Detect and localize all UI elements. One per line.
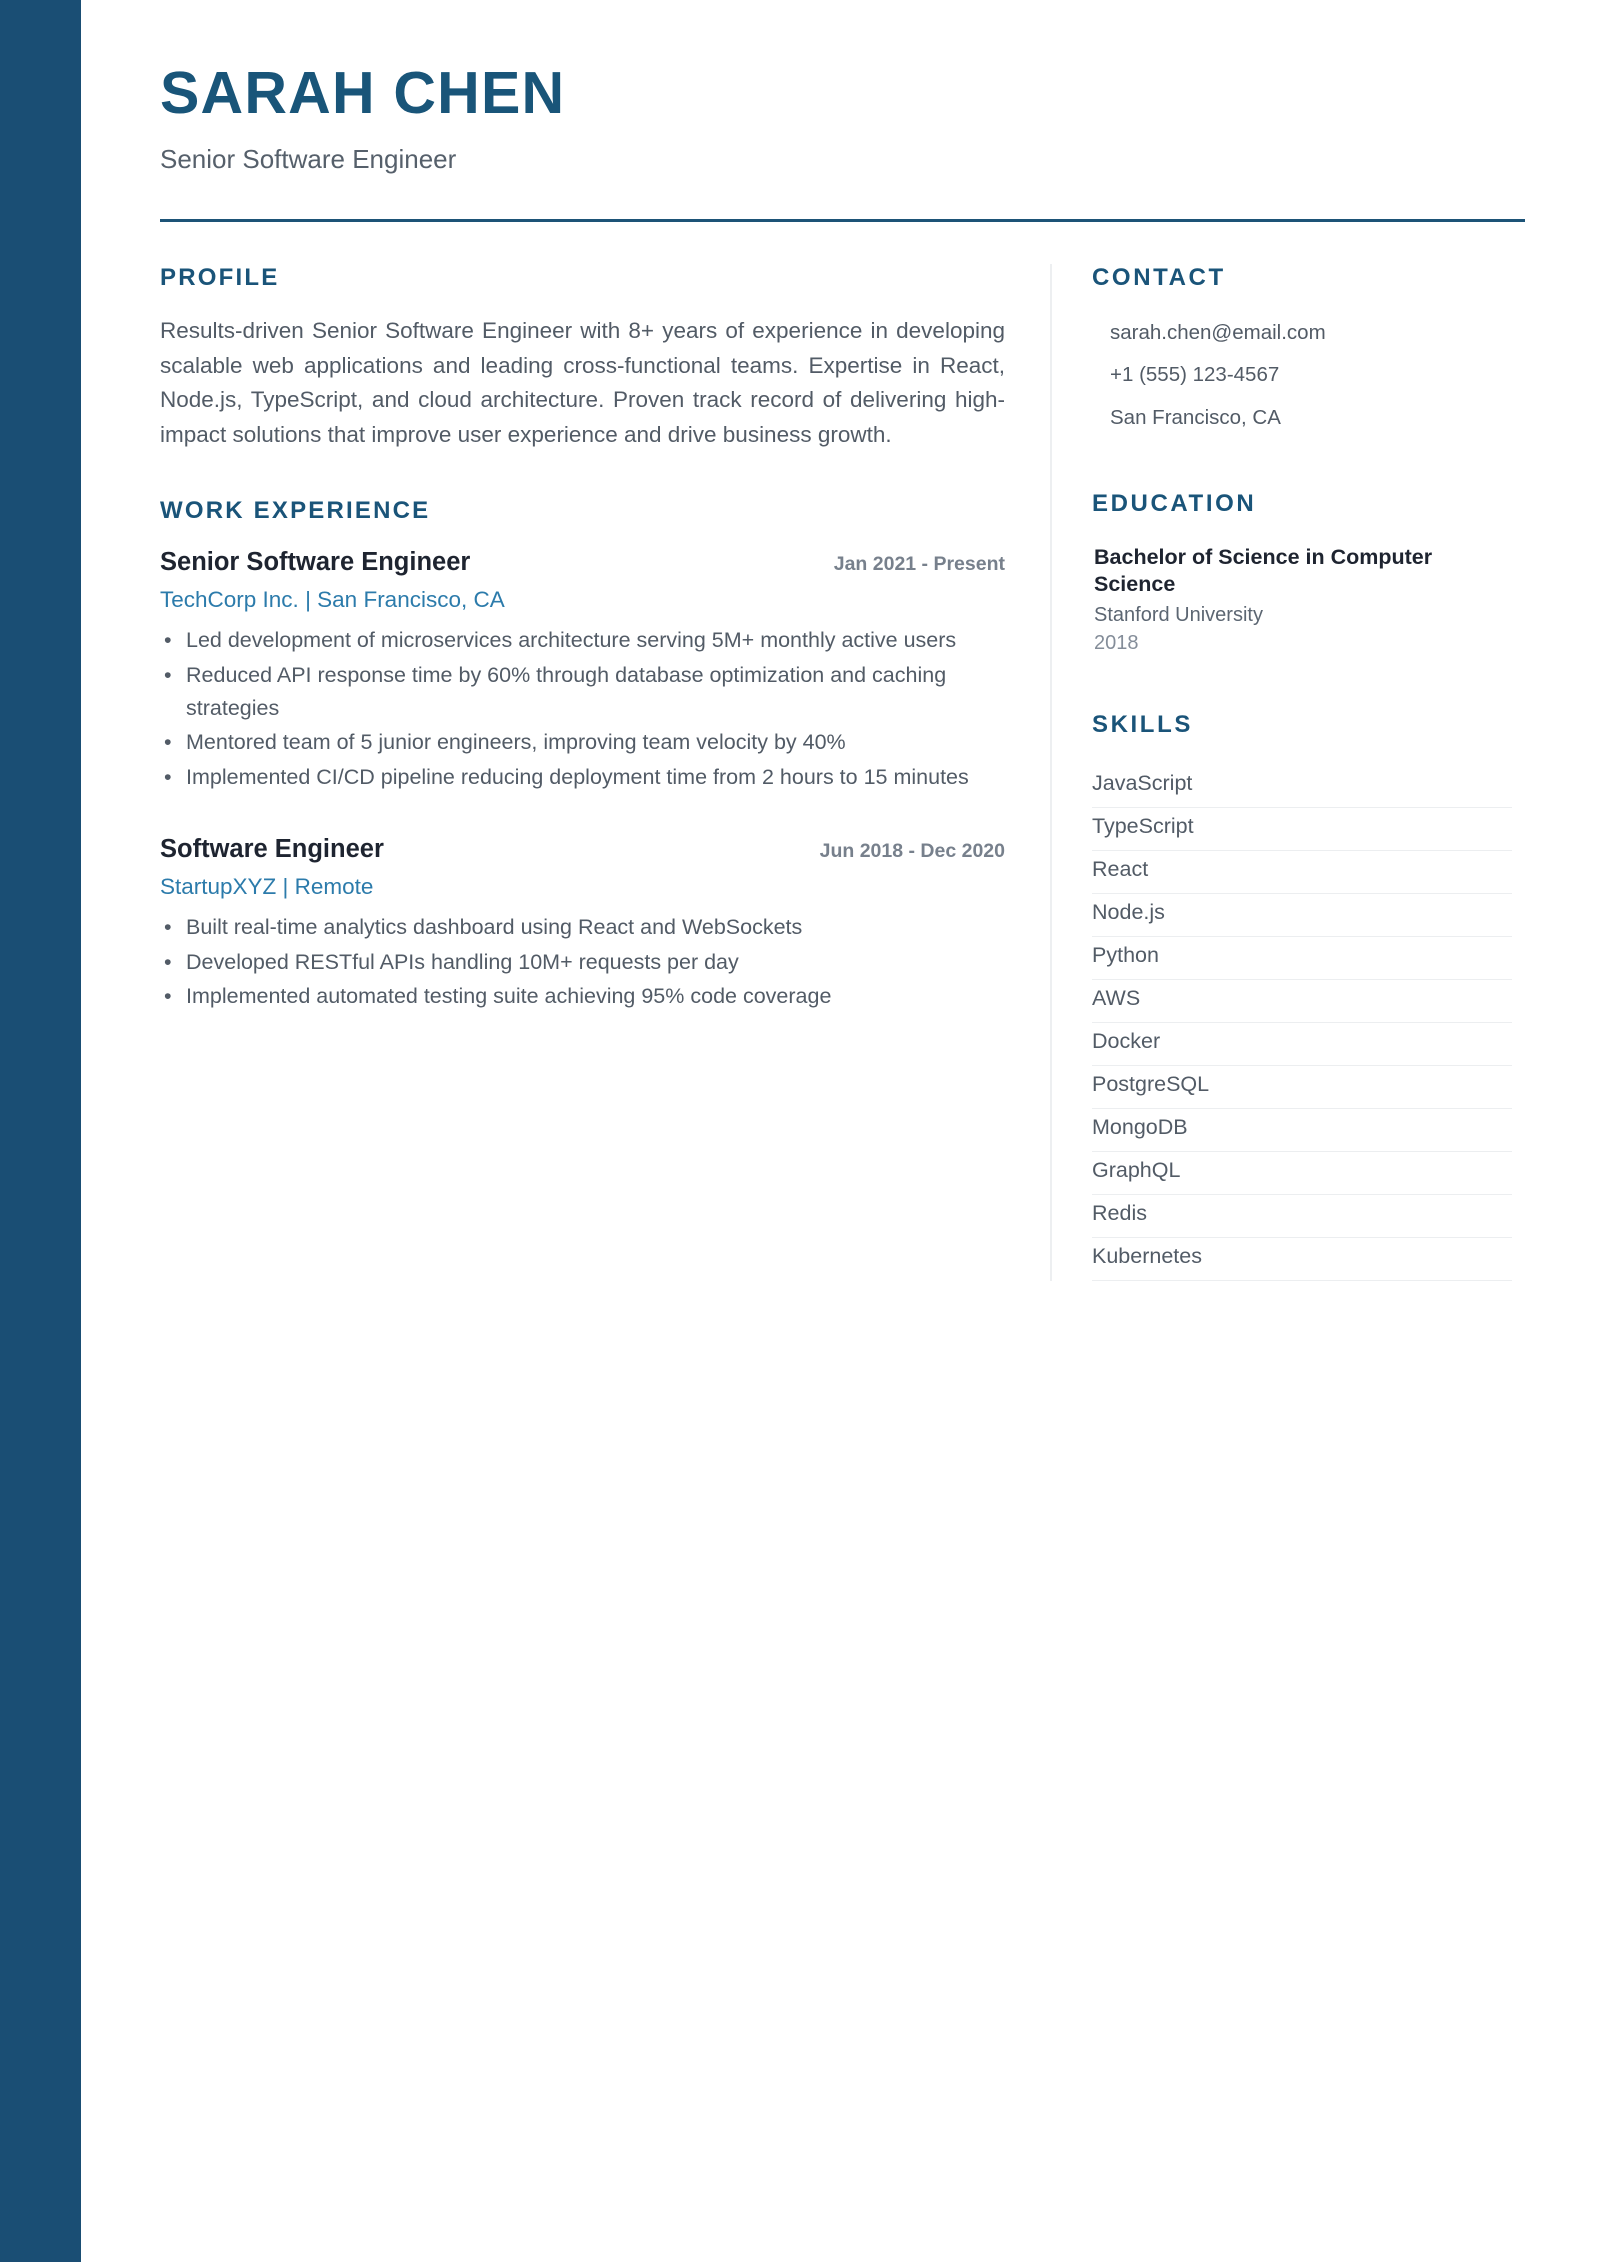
job-header: [160, 547, 1005, 579]
job-bullet: • Implemented CI/CD pipeline reducing deployment time from 2 hours to 15 minutes: [160, 761, 1005, 794]
skill-item: PostgreSQL: [1092, 1066, 1512, 1109]
skill-item: React: [1092, 851, 1512, 894]
education-heading: EDUCATION: [1092, 489, 1257, 517]
resume-columns: [160, 264, 1525, 1281]
skill-item: JavaScript: [1092, 765, 1512, 808]
main-column: [160, 264, 1005, 1015]
skill-item: TypeScript: [1092, 808, 1512, 851]
job-bullet: • Developed RESTful APIs handling 10M+ requests per day: [160, 946, 1005, 979]
spacer: [1092, 446, 1525, 490]
contact-email[interactable]: sarah.chen@email.com: [1110, 320, 1326, 344]
skills-section: [1092, 711, 1525, 1281]
job-bullet-list: [160, 624, 1005, 793]
education-school: Stanford University: [1094, 603, 1263, 626]
header-divider-rule: [160, 219, 1525, 222]
job-entry: [160, 834, 1005, 1013]
job-bullet: • Built real-time analytics dashboard using React and WebSockets: [160, 911, 1005, 944]
skill-item: Docker: [1092, 1023, 1512, 1066]
job-header: [160, 834, 1005, 866]
job-bullet: • Implemented automated testing suite achieving 95% code coverage: [160, 980, 1005, 1013]
skill-item: Redis: [1092, 1195, 1512, 1238]
contact-phone[interactable]: +1 (555) 123-4567: [1110, 363, 1280, 387]
skill-item: Python: [1092, 937, 1512, 980]
job-bullet: • Led development of microservices architecture serving 5M+ monthly active users: [160, 624, 1005, 657]
education-degree: Bachelor of Science in Computer Science: [1094, 544, 1433, 597]
work-experience-section: [160, 497, 1005, 1013]
work-experience-heading: WORK EXPERIENCE: [160, 497, 431, 525]
profile-text: Results-driven Senior Software Engineer with 8+ years of experience in developing scalable web applications and leading cross-functional teams. Expertise in React, Node.js, TypeScript, and cloud architecture. Proven track record of delivering high-impact solutions that improve user experience and drive business growth.: [160, 317, 1005, 448]
skills-heading: SKILLS: [1092, 710, 1193, 738]
sidebar-column: [1050, 264, 1525, 1281]
skill-item: GraphQL: [1092, 1152, 1512, 1195]
job-company: TechCorp Inc. | San Francisco, CA: [160, 587, 505, 613]
candidate-title: Senior Software Engineer: [160, 143, 457, 174]
education-entry: [1092, 544, 1525, 657]
job-company: StartupXYZ | Remote: [160, 873, 374, 899]
skill-item: Node.js: [1092, 894, 1512, 937]
spacer: [160, 453, 1005, 497]
job-entry: [160, 547, 1005, 793]
job-bullet: • Reduced API response time by 60% through database optimization and caching strategies: [160, 659, 1005, 724]
education-section: [1092, 490, 1525, 657]
contact-list: [1092, 318, 1525, 433]
resume-header: [160, 0, 1525, 222]
job-role: Software Engineer: [160, 834, 384, 863]
skills-list: [1092, 765, 1512, 1281]
resume-page: [81, 0, 1600, 2262]
left-accent-stripe: [0, 0, 81, 2262]
contact-section: [1092, 264, 1525, 433]
skill-item: Kubernetes: [1092, 1238, 1512, 1281]
job-dates: Jun 2018 - Dec 2020: [819, 839, 1005, 862]
job-dates: Jan 2021 - Present: [833, 553, 1005, 576]
job-role: Senior Software Engineer: [160, 548, 471, 577]
candidate-name: SARAH CHEN: [160, 60, 566, 126]
skill-item: MongoDB: [1092, 1109, 1512, 1152]
spacer: [1092, 657, 1525, 711]
job-bullet: • Mentored team of 5 junior engineers, improving team velocity by 40%: [160, 726, 1005, 759]
contact-location: San Francisco, CA: [1110, 406, 1281, 430]
job-bullet-list: [160, 911, 1005, 1013]
profile-heading: PROFILE: [160, 263, 280, 291]
education-year: 2018: [1094, 631, 1139, 654]
contact-heading: CONTACT: [1092, 263, 1226, 291]
profile-section: [160, 264, 1005, 454]
skill-item: AWS: [1092, 980, 1512, 1023]
